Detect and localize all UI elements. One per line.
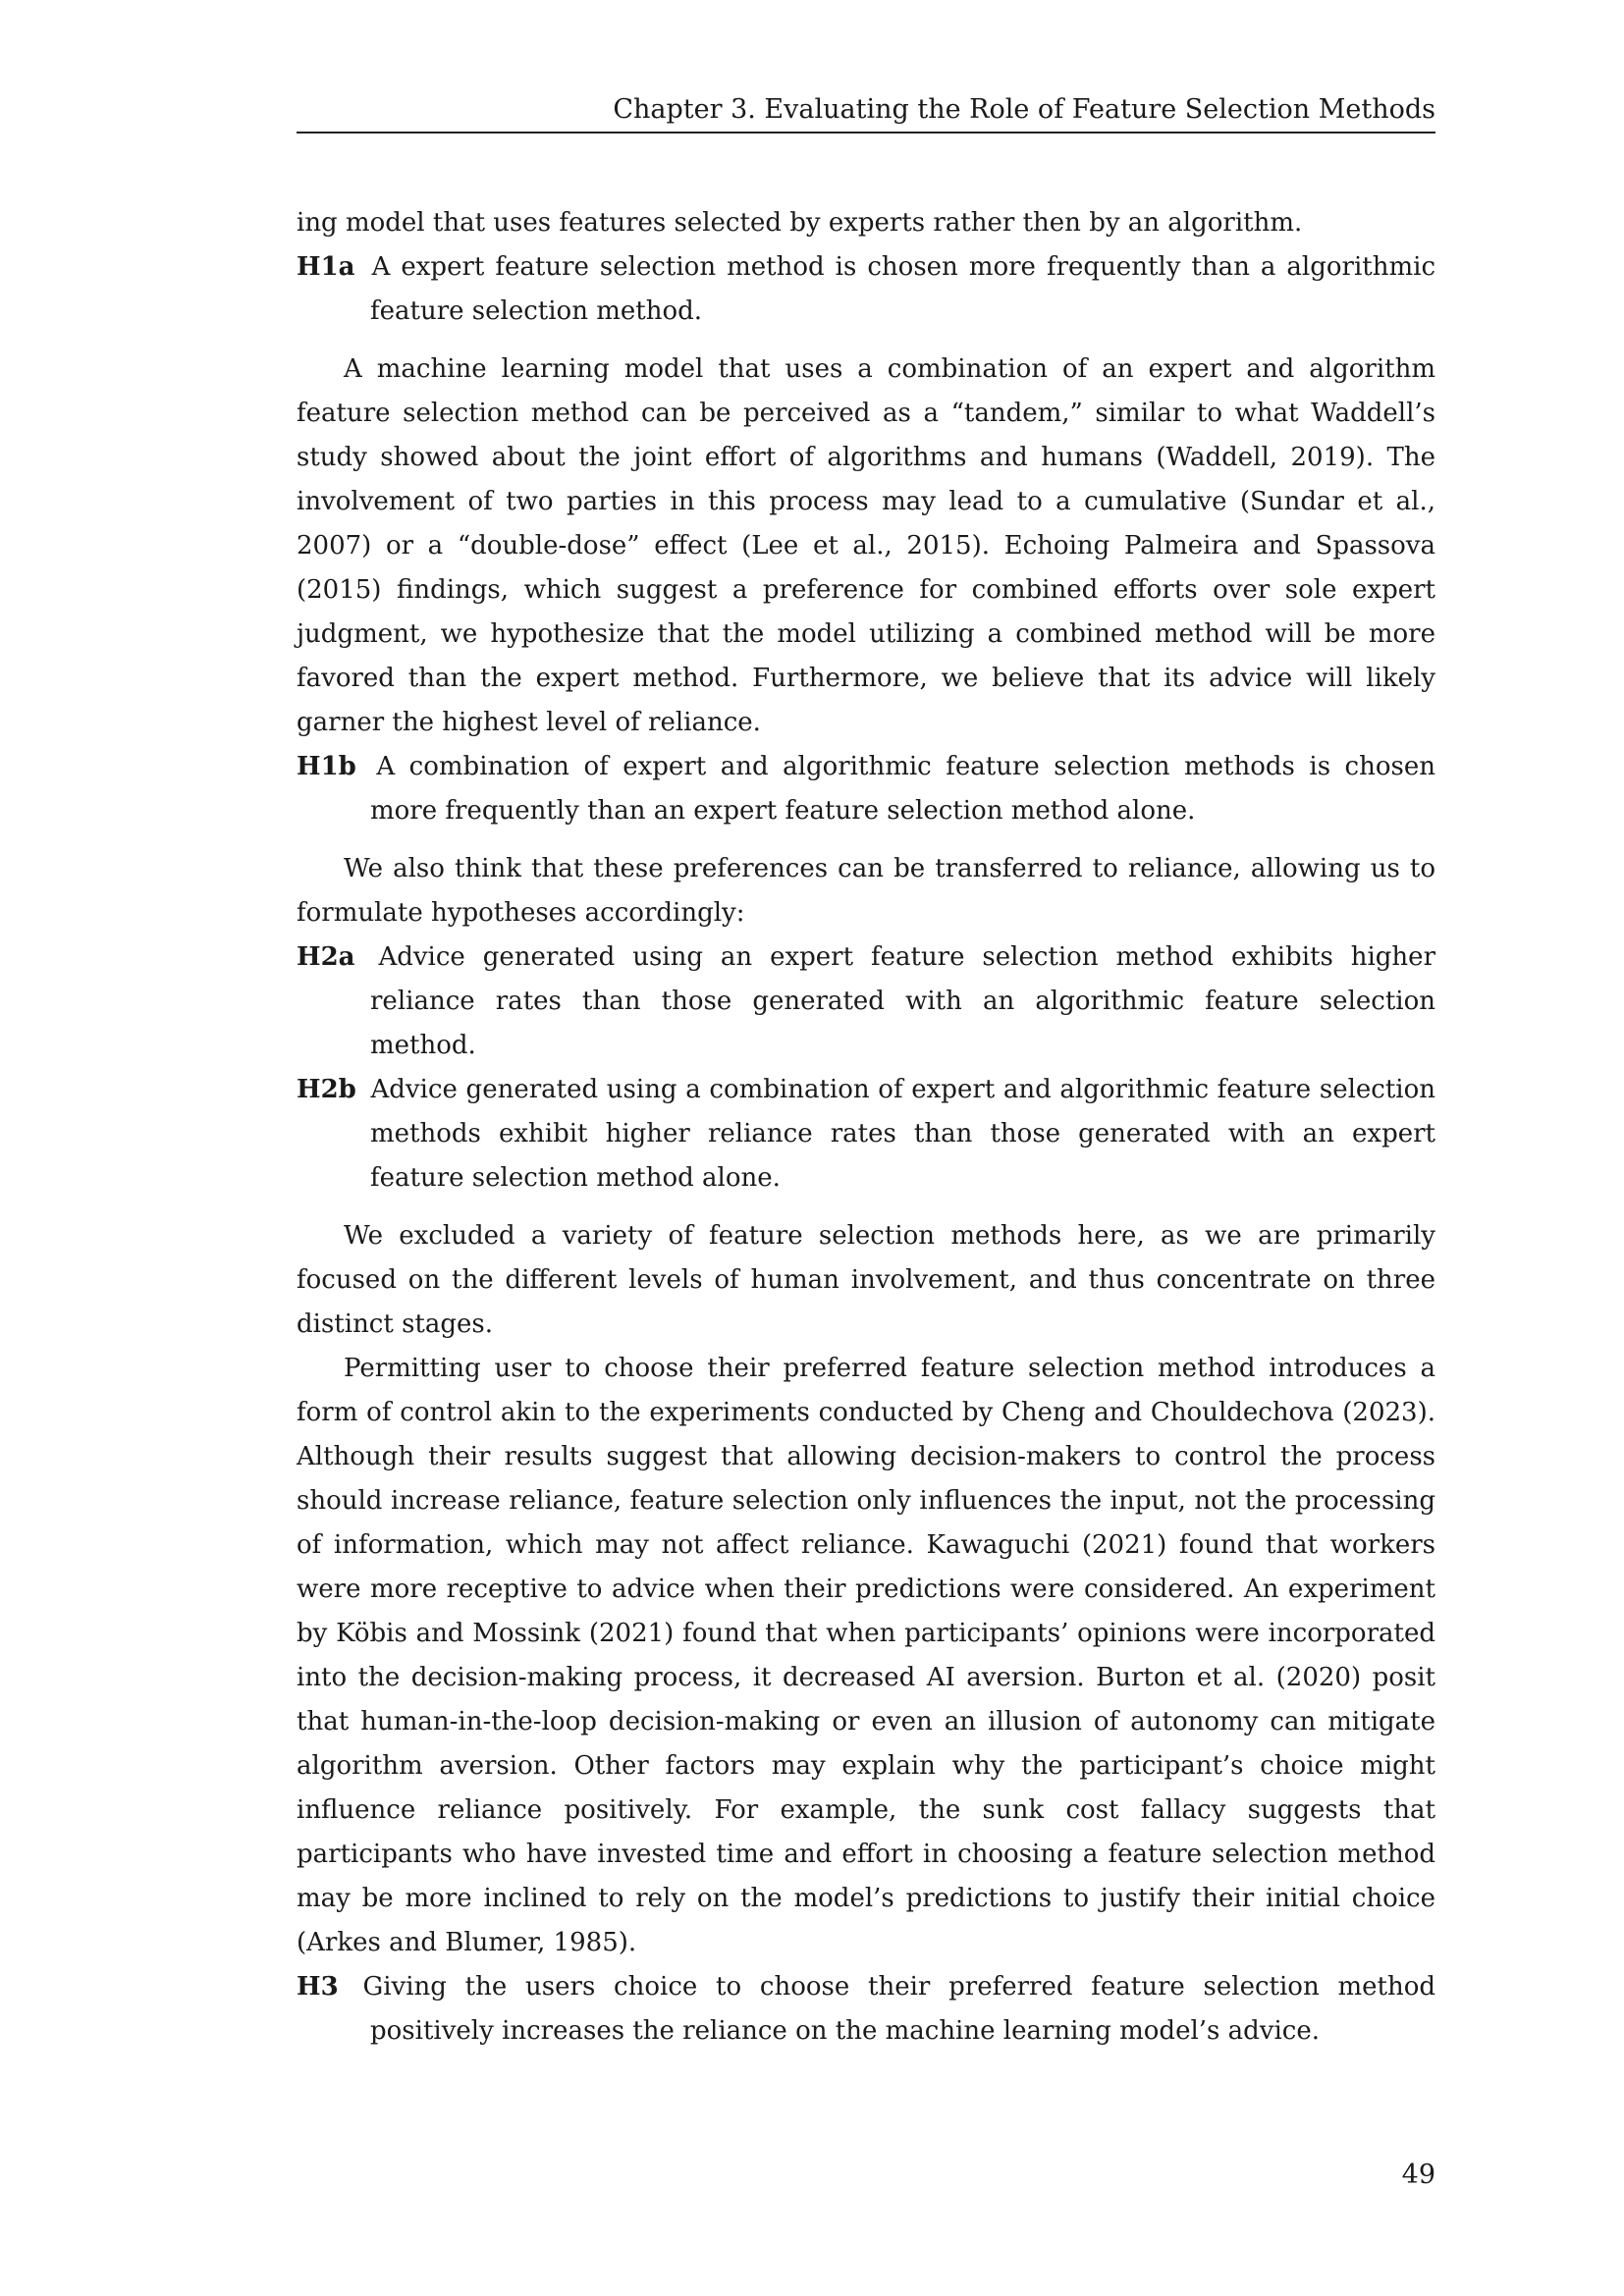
body-text — [297, 201, 1435, 2054]
page-number: 49 — [1401, 2160, 1435, 2190]
hypothesis-h2a — [297, 935, 1435, 1068]
paragraph-preferences: We also think that these preferences can be transferred to reliance, allowing us to formulate hypotheses accordingly: — [297, 854, 1435, 928]
hypothesis-text: A expert feature selection method is chosen more frequently than a algorithmic feature selection method. — [370, 252, 1436, 326]
paragraph-excluded: We excluded a variety of feature selection methods here, as we are primarily focused on the different levels of human involvement, and thus concentrate on three distinct stages. — [297, 1221, 1435, 1339]
paragraph-tandem: A machine learning model that uses a combination of an expert and algorithm feature selection method can be perceived as a “tandem,” similar to what Waddell’s study showed about the joint effort of algorithms and humans (Waddell, 2019). The involvement of two parties in this process may lead to a cumulative (Sundar et al., 2007) or a “double-dose” effect (Lee et al., 2015). Echoing Palmeira and Spassova (2015) findings, which suggest a preference for combined efforts over sole expert judgment, we hypothesize that the model utilizing a combined method will be more favored than the expert method. Furthermore, we believe that its advice will likely garner the highest level of reliance. — [297, 354, 1435, 737]
hypothesis-label: H2a — [297, 942, 355, 972]
hypothesis-h2b — [297, 1068, 1435, 1201]
running-header: Chapter 3. Evaluating the Role of Feature Selection Methods — [613, 94, 1435, 125]
hypothesis-h1b — [297, 745, 1435, 833]
header-rule — [297, 132, 1435, 133]
hypothesis-label: H2b — [297, 1075, 356, 1104]
paragraph-control: Permitting user to choose their preferred feature selection method introduces a form of control akin to the experiments conducted by Cheng and Chouldechova (2023). Although their results suggest that allowing decision-makers to control the process should increase reliance, feature selection only influences the input, not the processing of information, which may not affect reliance. Kawaguchi (2021) found that workers were more receptive to advice when their predictions were considered. An experiment by Köbis and Mossink (2021) found that when participants’ opinions were incorporated into the decision-making process, it decreased AI aversion. Burton et al. (2020) posit that human-in-the-loop decision-making or even an illusion of autonomy can mitigate algorithm aversion. Other factors may explain why the participant’s choice might influence reliance positively. For example, the sunk cost fallacy suggests that participants who have invested time and effort in choosing a feature selection method may be more inclined to rely on the model’s predictions to justify their initial choice (Arkes and Blumer, 1985). — [297, 1354, 1435, 1957]
hypothesis-label: H3 — [297, 1972, 339, 2002]
hypothesis-text: Advice generated using a combination of expert and algorithmic feature selection methods exhibit higher reliance rates than those generated with an expert feature selection method alone. — [370, 1075, 1436, 1193]
hypothesis-text: Giving the users choice to choose their preferred feature selection method positively increases the reliance on the machine learning model’s advice. — [362, 1972, 1435, 2046]
hypothesis-text: Advice generated using an expert feature selection method exhibits higher reliance rates than those generated with an algorithmic feature selection method. — [370, 942, 1435, 1060]
hypothesis-text: A combination of expert and algorithmic feature selection methods is chosen more frequently than an expert feature selection method alone. — [370, 752, 1435, 826]
hypothesis-h1a — [297, 245, 1435, 334]
paragraph-continuation: ing model that uses features selected by experts rather then by an algorithm. — [297, 208, 1303, 238]
hypothesis-h3 — [297, 1965, 1435, 2054]
hypothesis-label: H1a — [297, 252, 355, 282]
hypothesis-label: H1b — [297, 752, 356, 781]
